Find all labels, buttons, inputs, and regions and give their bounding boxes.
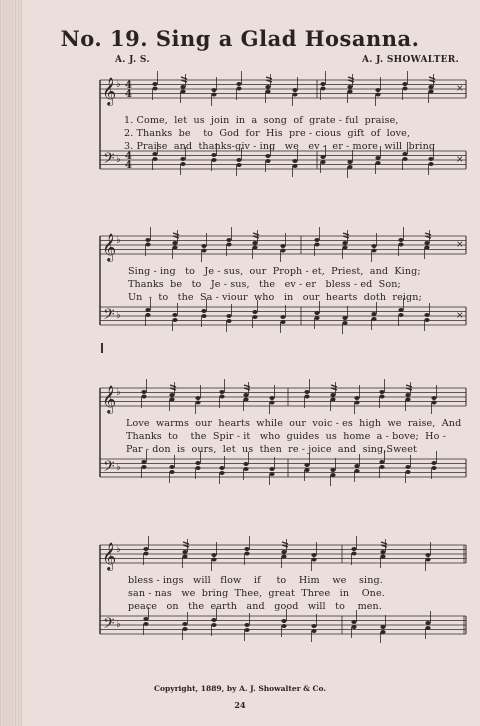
note-head <box>431 401 436 405</box>
note-head <box>280 315 285 319</box>
note-head <box>281 619 286 623</box>
lyric-line: Love warms our hearts while our voic - es high we raise, And <box>126 418 462 429</box>
note-head <box>292 93 297 97</box>
note-head <box>211 153 216 157</box>
note-head <box>347 85 352 89</box>
note-head <box>269 472 274 476</box>
note-head <box>152 152 157 156</box>
lyric-line: Sing - ing to Je - sus, our Proph - et, Priest, and King; <box>128 266 421 277</box>
note-head <box>354 396 359 400</box>
flat-icon: ♭ <box>116 462 121 473</box>
note-head <box>351 620 356 624</box>
note-head <box>195 396 200 400</box>
flat-icon: ♭ <box>116 79 121 90</box>
note-head <box>405 398 410 402</box>
note-head <box>201 244 206 248</box>
note-flag <box>425 233 431 235</box>
note-head <box>402 157 407 161</box>
note-head <box>236 82 241 86</box>
note-head <box>311 553 316 557</box>
lyric-line: Un - to the Sa - viour who in our hearts doth reign; <box>128 292 422 303</box>
note-head <box>320 160 325 164</box>
note-head <box>252 310 257 314</box>
note-head <box>405 393 410 397</box>
time-signature-ts-top: 4 <box>125 80 132 91</box>
note-flag <box>183 542 189 544</box>
note-head <box>243 467 248 471</box>
note-head <box>402 152 407 156</box>
note-head <box>195 401 200 405</box>
note-flag <box>173 233 179 235</box>
lyric-line: san - nas we bring Thee, great Three in One. <box>128 588 385 599</box>
note-head <box>201 314 206 318</box>
rest-icon: × <box>456 84 464 94</box>
note-head <box>141 395 146 399</box>
note-head <box>371 244 376 248</box>
note-head <box>424 313 429 317</box>
page-mark <box>101 343 103 353</box>
note-head <box>180 90 185 94</box>
note-head <box>314 243 319 247</box>
note-head <box>244 547 249 551</box>
note-head <box>143 552 148 556</box>
note-head <box>201 309 206 313</box>
treble-clef-icon: 𝄞 <box>102 77 117 105</box>
note-flag <box>331 385 337 387</box>
note-head <box>219 390 224 394</box>
note-head <box>375 88 380 92</box>
note-head <box>219 395 224 399</box>
note-head <box>226 238 231 242</box>
note-head <box>211 158 216 162</box>
note-head <box>182 622 187 626</box>
flat-icon: ♭ <box>116 387 121 398</box>
note-head <box>371 317 376 321</box>
note-head <box>405 470 410 474</box>
note-head <box>244 623 249 627</box>
note-head <box>351 625 356 629</box>
note-head <box>252 315 257 319</box>
flat-icon: ♭ <box>116 310 121 321</box>
lyric-line: peace on the earth and good will to men. <box>128 601 382 612</box>
bass-clef-icon: 𝄢 <box>103 615 115 636</box>
page-number: 24 <box>234 700 246 710</box>
note-head <box>371 249 376 253</box>
rest-icon: × <box>456 240 464 250</box>
note-head <box>281 624 286 628</box>
note-head <box>243 398 248 402</box>
bass-clef-icon: 𝄢 <box>103 306 115 327</box>
note-head <box>236 163 241 167</box>
note-head <box>236 158 241 162</box>
note-head <box>141 460 146 464</box>
time-signature-ts-bottom: 4 <box>125 160 132 171</box>
note-head <box>292 159 297 163</box>
bass-clef-icon: 𝄢 <box>103 458 115 479</box>
note-head <box>152 157 157 161</box>
note-head <box>431 461 436 465</box>
note-head <box>180 162 185 166</box>
note-head <box>280 244 285 248</box>
note-head <box>428 85 433 89</box>
note-head <box>281 555 286 559</box>
note-head <box>431 396 436 400</box>
note-head <box>143 617 148 621</box>
note-head <box>380 550 385 554</box>
note-head <box>342 241 347 245</box>
note-head <box>424 318 429 322</box>
note-head <box>379 390 384 394</box>
note-head <box>342 321 347 325</box>
note-head <box>351 547 356 551</box>
note-head <box>269 401 274 405</box>
note-head <box>354 464 359 468</box>
note-head <box>281 550 286 554</box>
note-head <box>379 465 384 469</box>
note-head <box>172 246 177 250</box>
note-head <box>424 241 429 245</box>
note-head <box>169 470 174 474</box>
note-head <box>145 313 150 317</box>
note-head <box>398 313 403 317</box>
note-head <box>226 314 231 318</box>
rest-icon: × <box>456 311 464 321</box>
note-head <box>292 164 297 168</box>
note-head <box>292 88 297 92</box>
lyric-line: 2. Thanks be to God for His pre - cious gift of love, <box>124 128 411 139</box>
note-head <box>330 473 335 477</box>
note-head <box>169 393 174 397</box>
lyric-line: Thanks be to Je - sus, the ev - er bless - ed Son; <box>128 279 401 290</box>
treble-clef-icon: 𝄞 <box>102 385 117 413</box>
lyricist-credit: A. J. S. <box>115 55 150 65</box>
note-head <box>269 467 274 471</box>
note-head <box>244 552 249 556</box>
note-head <box>145 238 150 242</box>
note-head <box>195 461 200 465</box>
note-head <box>425 558 430 562</box>
note-head <box>314 316 319 320</box>
note-head <box>211 558 216 562</box>
note-head <box>320 155 325 159</box>
lyric-line: Thanks to the Spir - it who guides us home a - bove; Ho - <box>126 431 446 442</box>
note-flag <box>253 233 259 235</box>
note-head <box>269 396 274 400</box>
note-flag <box>406 385 412 387</box>
note-head <box>182 550 187 554</box>
flat-icon: ♭ <box>116 619 121 630</box>
note-head <box>375 93 380 97</box>
note-flag <box>170 385 176 387</box>
note-head <box>172 241 177 245</box>
note-head <box>226 319 231 323</box>
lyric-line: 3. Praise and thanks-giv - ing we ev - er - more will bring <box>124 141 436 152</box>
note-head <box>211 623 216 627</box>
note-head <box>304 390 309 394</box>
note-head <box>424 246 429 250</box>
note-head <box>143 547 148 551</box>
note-head <box>304 468 309 472</box>
note-head <box>141 465 146 469</box>
note-head <box>143 622 148 626</box>
note-head <box>169 465 174 469</box>
note-head <box>243 462 248 466</box>
note-head <box>311 624 316 628</box>
note-head <box>347 160 352 164</box>
note-head <box>182 627 187 631</box>
note-head <box>280 320 285 324</box>
note-head <box>354 469 359 473</box>
note-head <box>211 618 216 622</box>
note-head <box>180 85 185 89</box>
flat-icon: ♭ <box>116 235 121 246</box>
note-flag <box>429 77 435 79</box>
note-head <box>211 553 216 557</box>
note-head <box>219 471 224 475</box>
note-head <box>398 243 403 247</box>
note-flag <box>244 385 250 387</box>
note-head <box>342 316 347 320</box>
note-head <box>169 398 174 402</box>
note-flag <box>343 233 349 235</box>
note-head <box>314 238 319 242</box>
note-head <box>201 249 206 253</box>
note-flag <box>266 77 272 79</box>
note-head <box>311 629 316 633</box>
treble-clef-icon: 𝄞 <box>102 542 117 570</box>
time-signature-ts-bottom: 4 <box>125 89 132 100</box>
note-head <box>351 552 356 556</box>
note-flag <box>181 77 187 79</box>
note-head <box>145 308 150 312</box>
note-head <box>311 558 316 562</box>
note-head <box>380 625 385 629</box>
note-head <box>236 87 241 91</box>
composer-credit: A. J. SHOWALTER. <box>362 55 459 65</box>
note-head <box>219 466 224 470</box>
note-head <box>280 249 285 253</box>
hymn-title: No. 19. Sing a Glad Hosanna. <box>60 26 420 51</box>
note-head <box>330 393 335 397</box>
note-head <box>402 82 407 86</box>
note-head <box>425 553 430 557</box>
note-head <box>354 401 359 405</box>
note-head <box>428 157 433 161</box>
copyright-notice: Copyright, 1889, by A. J. Showalter & Co. <box>154 684 326 693</box>
note-head <box>243 393 248 397</box>
note-head <box>380 630 385 634</box>
note-head <box>182 555 187 559</box>
note-head <box>141 390 146 394</box>
note-head <box>265 85 270 89</box>
note-head <box>342 246 347 250</box>
note-head <box>398 308 403 312</box>
note-head <box>379 460 384 464</box>
note-head <box>398 238 403 242</box>
note-head <box>252 246 257 250</box>
note-head <box>347 165 352 169</box>
note-head <box>347 90 352 94</box>
book-spine-edge <box>0 0 22 726</box>
note-flag <box>282 542 288 544</box>
note-head <box>379 395 384 399</box>
note-head <box>375 161 380 165</box>
note-head <box>402 87 407 91</box>
note-flag <box>348 77 354 79</box>
note-head <box>425 626 430 630</box>
note-head <box>152 87 157 91</box>
note-head <box>265 154 270 158</box>
note-head <box>172 313 177 317</box>
note-head <box>380 555 385 559</box>
note-head <box>152 82 157 86</box>
note-head <box>211 93 216 97</box>
note-head <box>226 243 231 247</box>
note-head <box>428 90 433 94</box>
note-head <box>304 463 309 467</box>
note-head <box>172 318 177 322</box>
note-head <box>405 465 410 469</box>
note-head <box>252 241 257 245</box>
note-head <box>330 468 335 472</box>
note-head <box>265 159 270 163</box>
lyric-line: 1. Come, let us join in a song of grate - ful praise, <box>124 115 399 126</box>
note-flag <box>381 542 387 544</box>
note-head <box>428 162 433 166</box>
flat-icon: ♭ <box>116 154 121 165</box>
note-head <box>320 82 325 86</box>
bass-clef-icon: 𝄢 <box>103 150 115 171</box>
note-head <box>371 312 376 316</box>
note-head <box>265 90 270 94</box>
note-head <box>244 628 249 632</box>
treble-clef-icon: 𝄞 <box>102 233 117 261</box>
note-head <box>304 395 309 399</box>
note-head <box>211 88 216 92</box>
note-head <box>425 621 430 625</box>
note-head <box>180 157 185 161</box>
flat-icon: ♭ <box>116 544 121 555</box>
rest-icon: × <box>456 155 464 165</box>
note-head <box>330 398 335 402</box>
note-head <box>431 466 436 470</box>
note-head <box>195 466 200 470</box>
lyric-line: Par - don is ours, let us then re - joice and sing,Sweet <box>126 444 417 455</box>
lyric-line: bless - ings will flow if to Him we sing. <box>128 575 383 586</box>
note-head <box>375 156 380 160</box>
time-signature-ts-top: 4 <box>125 151 132 162</box>
note-head <box>314 311 319 315</box>
note-head <box>320 87 325 91</box>
note-head <box>145 243 150 247</box>
